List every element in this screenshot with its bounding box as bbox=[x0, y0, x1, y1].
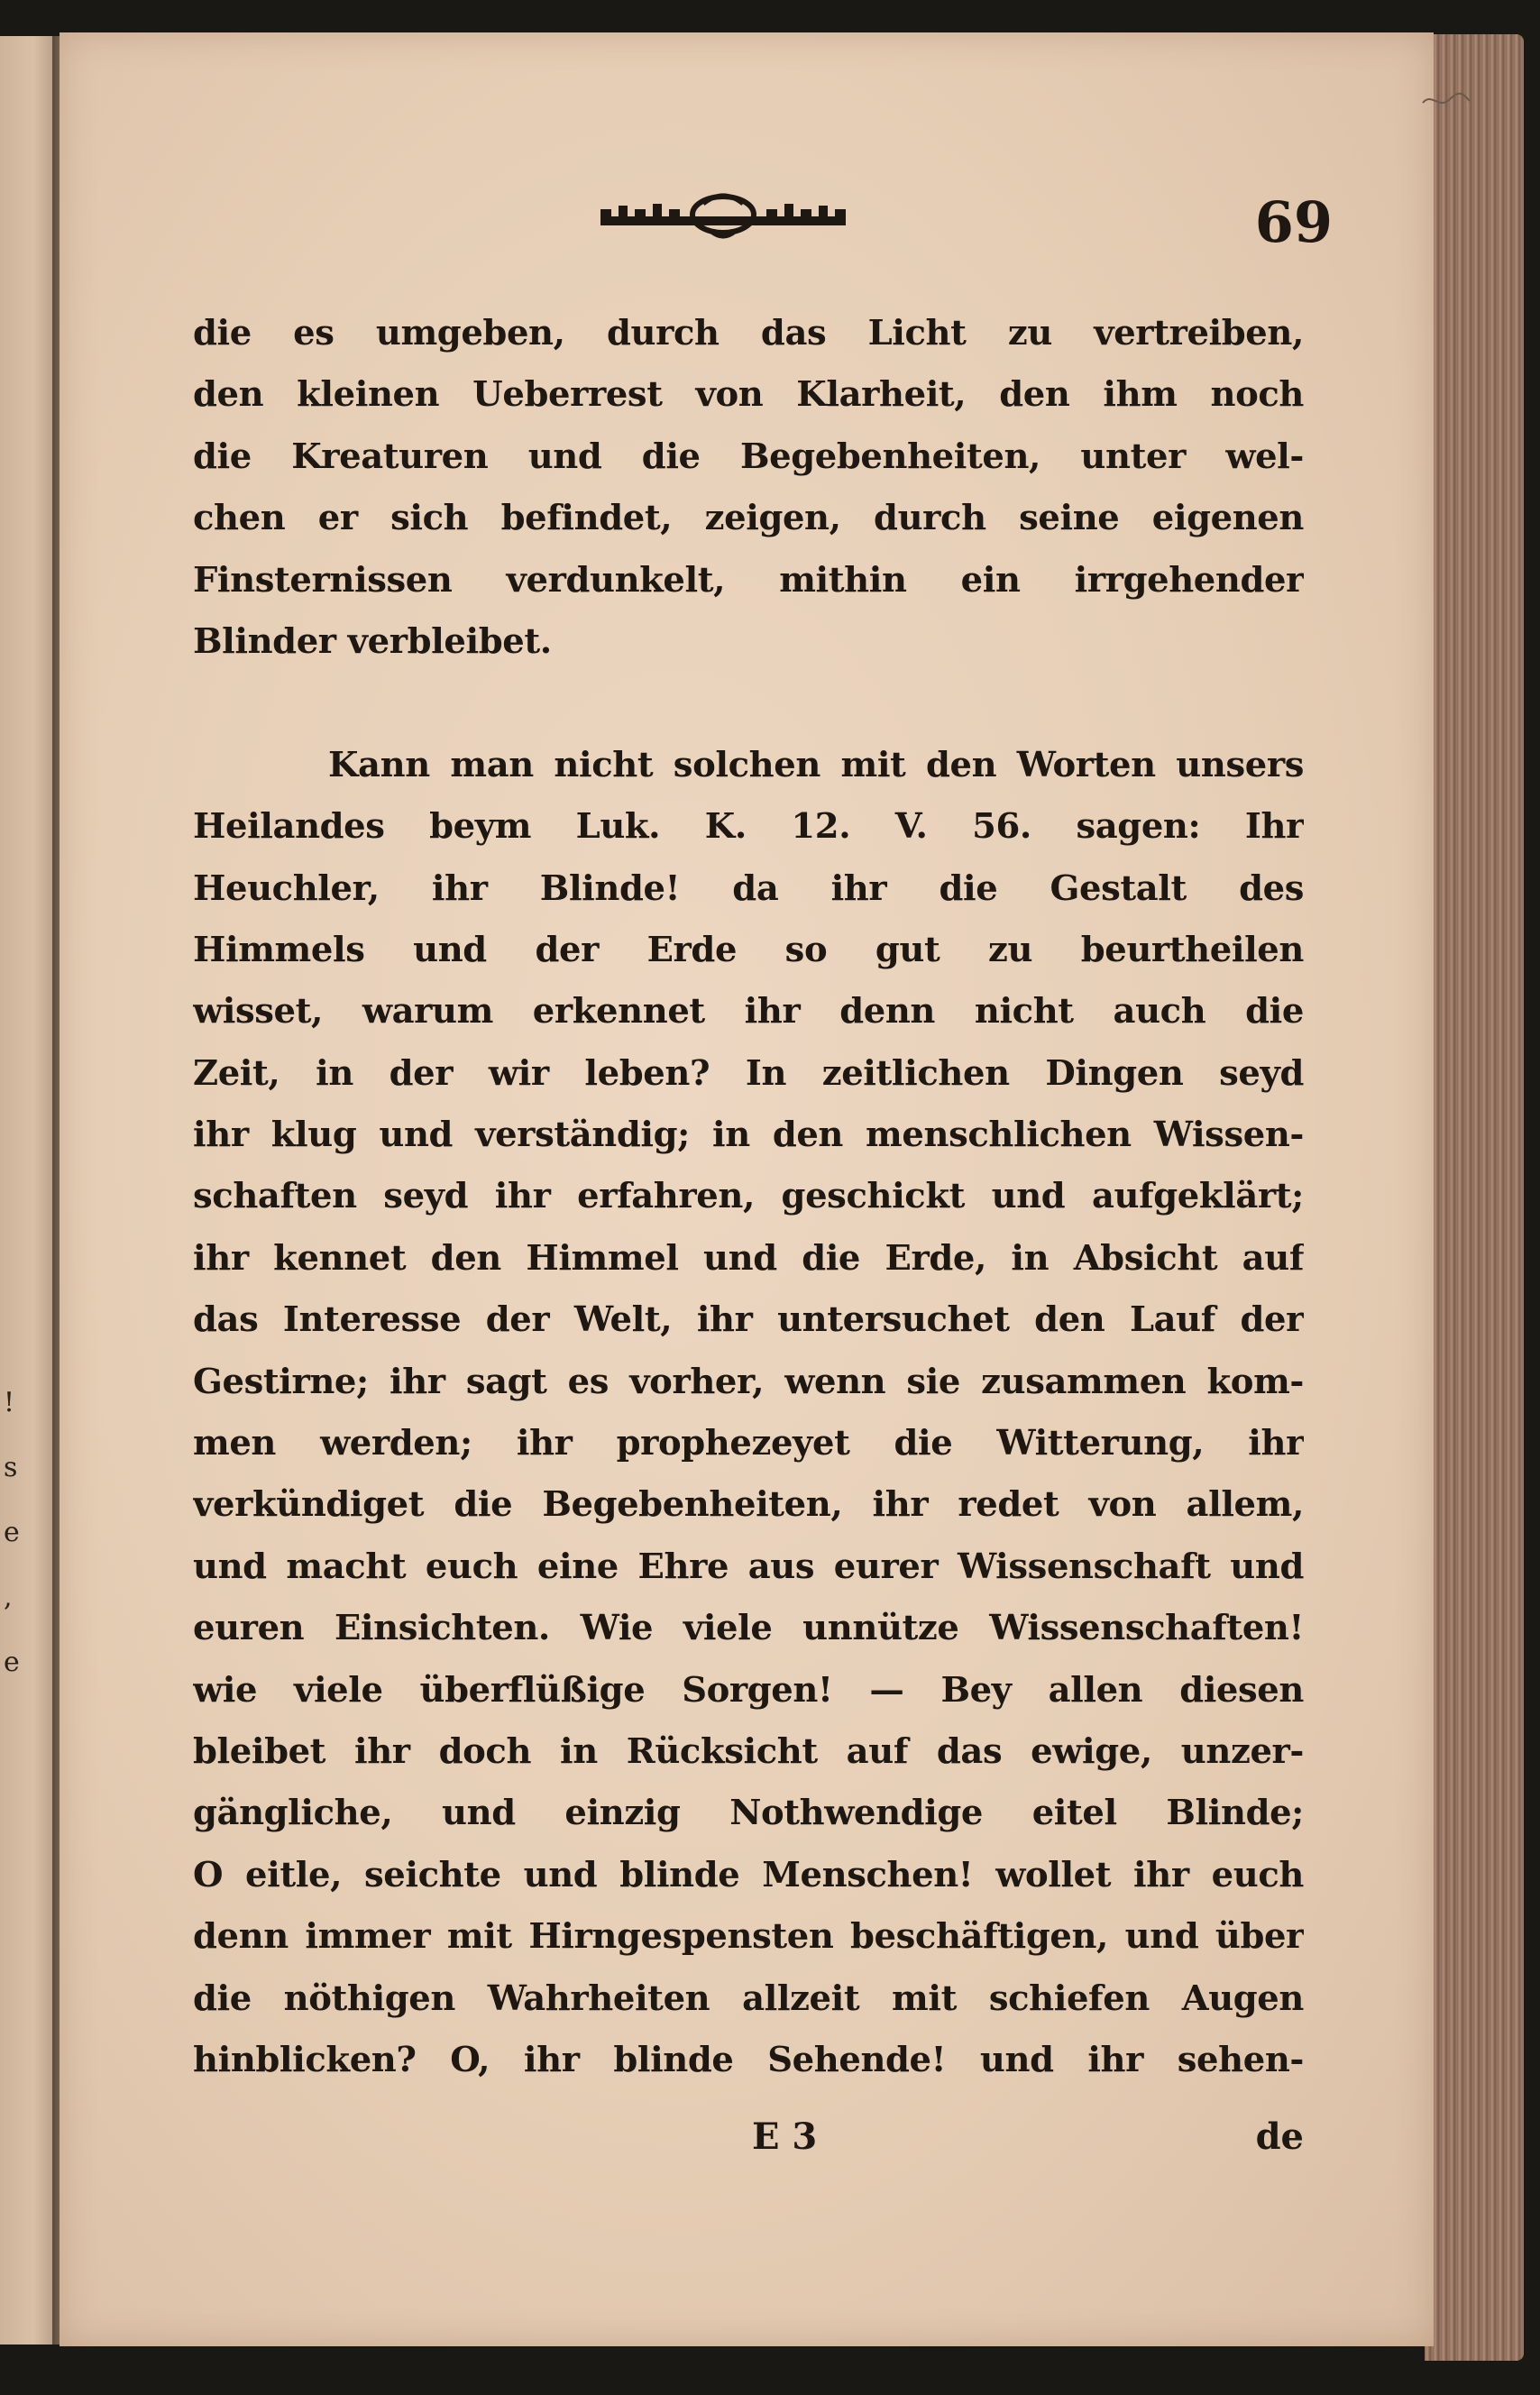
text-line: und macht euch eine Ehre aus eurer Wissenschaft und bbox=[193, 1546, 1304, 1587]
left-fragment: , bbox=[4, 1582, 13, 1613]
page-footer bbox=[193, 2115, 1304, 2179]
signature-mark: E 3 bbox=[752, 2115, 818, 2158]
text-line: die nöthigen Wahrheiten allzeit mit schiefen Augen bbox=[193, 1977, 1304, 2019]
body-text bbox=[193, 303, 1304, 2091]
text-line: Himmels und der Erde so gut zu beurtheilen bbox=[193, 929, 1304, 970]
text-line: Blinder verbleibet. bbox=[193, 620, 552, 662]
text-line: verkündiget die Begebenheiten, ihr redet von allem, bbox=[193, 1484, 1304, 1526]
left-fragment: e bbox=[4, 1517, 20, 1548]
text-line: schaften seyd ihr erfahren, geschickt und aufgeklärt; bbox=[193, 1176, 1304, 1217]
page-stack-edges bbox=[1425, 34, 1524, 2361]
page-number: 69 bbox=[1254, 189, 1333, 255]
text-line: das Interesse der Welt, ihr untersuchet den Lauf der bbox=[193, 1299, 1304, 1341]
pencil-mark-icon bbox=[1419, 87, 1473, 114]
text-line: Finsternissen verdunkelt, mithin ein irrgehender bbox=[193, 559, 1304, 601]
text-line: gängliche, und einzig Nothwendige eitel Blinde; bbox=[193, 1793, 1304, 1834]
text-line: ihr klug und verständig; in den menschlichen Wissen- bbox=[193, 1115, 1304, 1156]
text-line: Heilandes beym Luk. K. 12. V. 56. sagen: Ihr bbox=[193, 806, 1304, 848]
text-line: denn immer mit Hirngespensten beschäftigen, und über bbox=[193, 1916, 1304, 1958]
text-line: Kann man nicht solchen mit den Worten unsers bbox=[328, 744, 1304, 785]
text-line: wie viele überflüßige Sorgen! — Bey allen diesen bbox=[193, 1669, 1304, 1711]
catchword: de bbox=[1255, 2115, 1304, 2158]
paragraph-gap bbox=[193, 673, 1304, 734]
text-line: wisset, warum erkennet ihr denn nicht auch die bbox=[193, 991, 1304, 1032]
left-fragment: e bbox=[4, 1647, 20, 1678]
text-line: chen er sich befindet, zeigen, durch seine eigenen bbox=[193, 498, 1304, 539]
left-fragment: ! bbox=[4, 1387, 15, 1418]
text-line: euren Einsichten. Wie viele unnütze Wissenschaften! bbox=[193, 1608, 1304, 1649]
left-facing-page bbox=[0, 36, 56, 2345]
left-page-text-fragments bbox=[4, 1371, 40, 2182]
text-line: Zeit, in der wir leben? In zeitlichen Dingen seyd bbox=[193, 1052, 1304, 1094]
text-line: die Kreaturen und die Begebenheiten, unter wel- bbox=[193, 436, 1304, 477]
text-line: men werden; ihr prophezeyet die Witterung, ihr bbox=[193, 1423, 1304, 1464]
text-line: hinblicken? O, ihr blinde Sehende! und ihr sehen- bbox=[193, 2039, 1304, 2080]
text-line: Heuchler, ihr Blinde! da ihr die Gestalt des bbox=[193, 867, 1304, 909]
book-page bbox=[60, 32, 1434, 2346]
text-line: die es umgeben, durch das Licht zu vertreiben, bbox=[193, 313, 1304, 353]
header-ornament-icon bbox=[597, 184, 849, 247]
left-fragment: s bbox=[4, 1452, 18, 1483]
text-line: O eitle, seichte und blinde Menschen! wollet ihr euch bbox=[193, 1854, 1304, 1895]
text-line: Gestirne; ihr sagt es vorher, wenn sie zusammen kom- bbox=[193, 1361, 1304, 1402]
text-line: ihr kennet den Himmel und die Erde, in Absicht auf bbox=[193, 1237, 1304, 1279]
text-line: den kleinen Ueberrest von Klarheit, den ihm noch bbox=[193, 374, 1304, 416]
text-line: bleibet ihr doch in Rücksicht auf das ewige, unzer- bbox=[193, 1730, 1304, 1772]
